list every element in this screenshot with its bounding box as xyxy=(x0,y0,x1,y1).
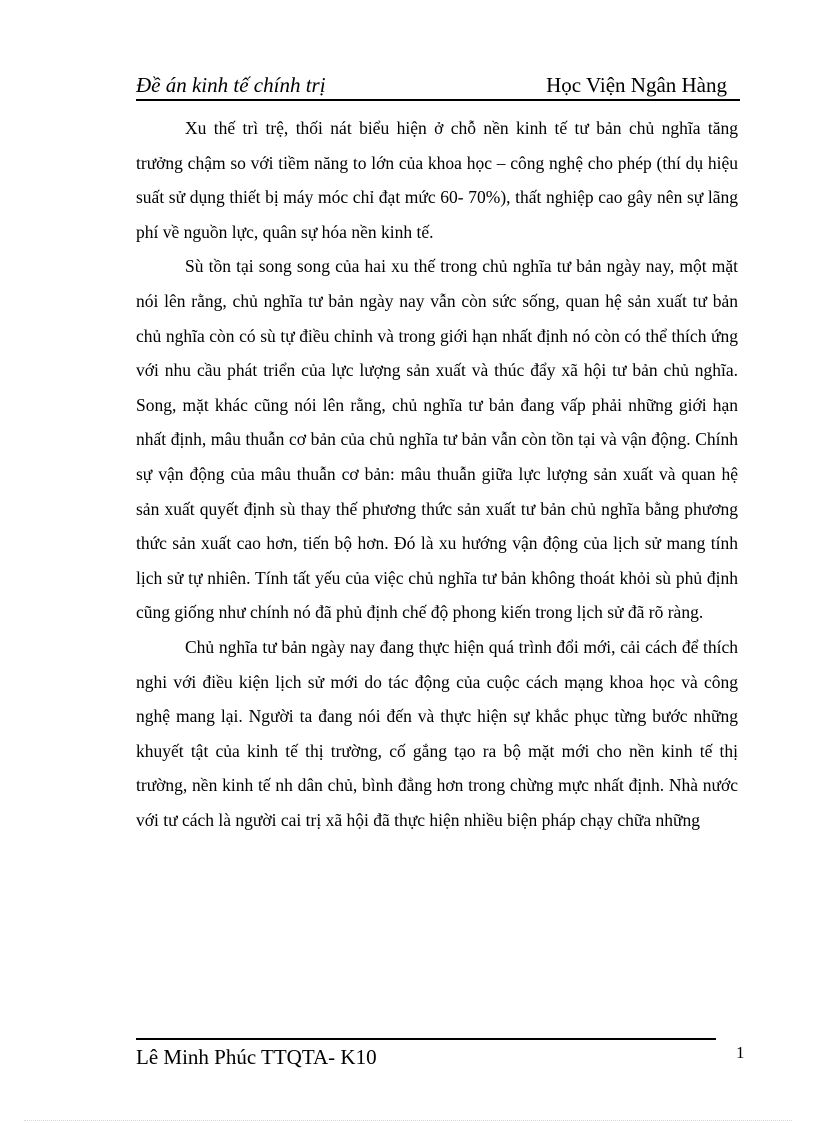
header-document-title: Đề án kinh tế chính trị xyxy=(136,73,326,97)
page-bottom-edge xyxy=(24,1120,792,1121)
header-divider xyxy=(136,99,740,101)
page-number: 1 xyxy=(736,1043,745,1062)
page-header xyxy=(136,70,740,100)
paragraph-1: Xu thế trì trệ, thối nát biểu hiện ở chỗ nền kinh tế tư bản chủ nghĩa tăng trưởng chậm so với tiềm năng to lớn của khoa học – công nghệ cho phép (thí dụ hiệu suất sử dụng thiết bị máy móc chỉ đạt mức 60- 70%), thất nghiệp cao gây nên sự lãng phí về nguồn lực, quân sự hóa nền kinh tế. xyxy=(136,118,738,242)
paragraph-3: Chủ nghĩa tư bản ngày nay đang thực hiện quá trình đổi mới, cải cách để thích nghi với điều kiện lịch sử mới do tác động của cuộc cách mạng khoa học và công nghệ mang lại. Người ta đang nói đến và thực hiện sự khắc phục từng bước những khuyết tật của kinh tế thị trường, cố gắng tạo ra bộ mặt mới cho nền kinh tế thị trường, nền kinh tế nh dân chủ, bình đẳng hơn trong chừng mực nhất định. Nhà nước với tư cách là người cai trị xã hội đã thực hiện nhiều biện pháp chạy chữa những xyxy=(136,636,738,830)
footer-author: Lê Minh Phúc TTQTA- K10 xyxy=(136,1045,377,1069)
header-institution: Học Viện Ngân Hàng xyxy=(546,73,727,97)
body-text xyxy=(136,111,738,837)
paragraph-2: Sù tồn tại song song của hai xu thế trong chủ nghĩa tư bản ngày nay, một mặt nói lên rằng, chủ nghĩa tư bản ngày nay vẫn còn sức sống, quan hệ sản xuất tư bản chủ nghĩa còn có sù tự điều chỉnh và trong giới hạn nhất định nó còn có thể thích ứng với nhu cầu phát triển của lực lượng sản xuất và thúc đẩy xã hội tư bản chủ nghĩa. Song, mặt khác cũng nói lên rằng, chủ nghĩa tư bản đang vấp phải những giới hạn nhất định, mâu thuẫn cơ bản của chủ nghĩa tư bản vẫn còn tồn tại và vận động. Chính sự vận động của mâu thuẫn cơ bản: mâu thuẫn giữa lực lượng sản xuất và quan hệ sản xuất quyết định sù thay thế phương thức sản xuất tư bản chủ nghĩa bằng phương thức sản xuất cao hơn, tiến bộ hơn. Đó là xu hướng vận động của lịch sử mang tính lịch sử tự nhiên. Tính tất yếu của việc chủ nghĩa tư bản không thoát khỏi sù phủ định cũng giống như chính nó đã phủ định chế độ phong kiến trong lịch sử đã rõ ràng. xyxy=(136,256,738,623)
footer-divider xyxy=(136,1038,716,1040)
